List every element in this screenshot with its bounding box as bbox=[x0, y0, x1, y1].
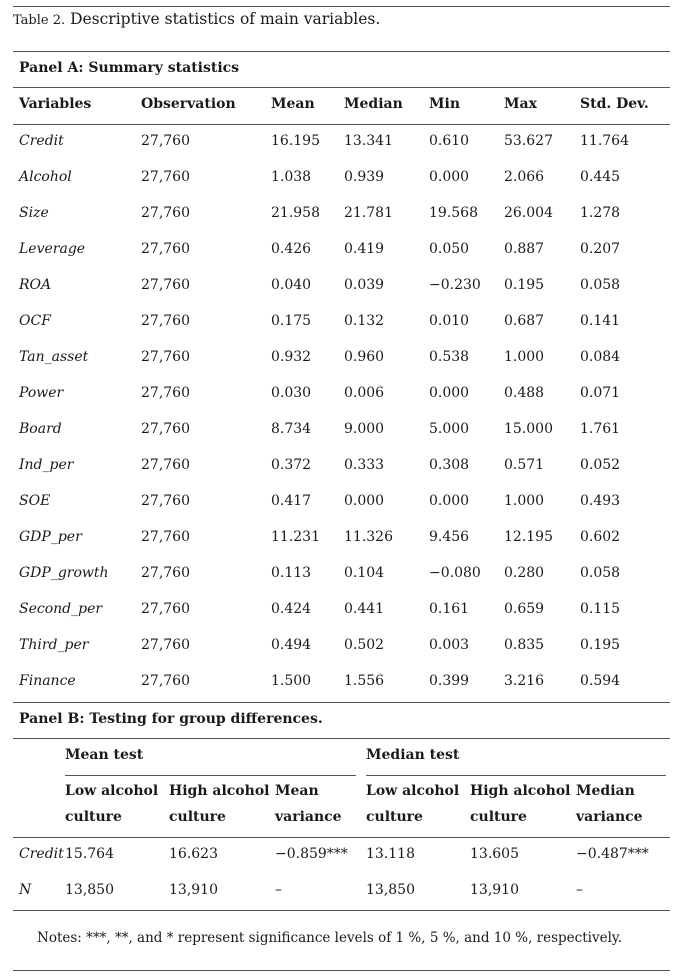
panel-b-subheader: variance bbox=[275, 809, 342, 825]
panel-a-col-header: Mean bbox=[271, 96, 315, 112]
table-cell: 1.038 bbox=[271, 169, 312, 185]
variable-name: Finance bbox=[19, 673, 76, 689]
table-cell: 0.050 bbox=[429, 241, 470, 257]
table-cell: 0.132 bbox=[344, 313, 385, 329]
panel-b-subheader: High alcohol bbox=[169, 783, 270, 799]
rule-end-panel-b bbox=[13, 910, 670, 911]
table-cell: 0.161 bbox=[429, 601, 470, 617]
table-cell: 27,760 bbox=[141, 277, 190, 293]
panel-a-title: Panel A: Summary statistics bbox=[19, 60, 240, 76]
table-cell: 0.000 bbox=[429, 385, 470, 401]
panel-b-title: Panel B: Testing for group differences. bbox=[19, 711, 323, 727]
table-cell: 0.594 bbox=[580, 673, 621, 689]
table-cell: 0.006 bbox=[344, 385, 385, 401]
table-title bbox=[13, 10, 380, 28]
variable-name: ROA bbox=[19, 277, 52, 293]
table-cell: 0.399 bbox=[429, 673, 470, 689]
panel-b-subheader: Low alcohol bbox=[366, 783, 460, 799]
table-cell: 1.000 bbox=[504, 493, 545, 509]
table-cell: 0.417 bbox=[271, 493, 312, 509]
table-cell: 16.623 bbox=[169, 846, 218, 862]
rule-below-header bbox=[13, 124, 670, 125]
variable-name: OCF bbox=[19, 313, 51, 329]
table-cell: 27,760 bbox=[141, 133, 190, 149]
table-cell: 0.488 bbox=[504, 385, 545, 401]
table-cell: 0.441 bbox=[344, 601, 385, 617]
table-cell: 0.835 bbox=[504, 637, 545, 653]
table-cell: 1.278 bbox=[580, 205, 621, 221]
row-label: N bbox=[19, 882, 32, 898]
panel-b-subheader: variance bbox=[576, 809, 643, 825]
table-cell: 0.113 bbox=[271, 565, 312, 581]
rule-median-test bbox=[366, 775, 666, 776]
table-cell: 0.571 bbox=[504, 457, 545, 473]
table-cell: 27,760 bbox=[141, 673, 190, 689]
table-cell: 27,760 bbox=[141, 349, 190, 365]
panel-a-col-header: Std. Dev. bbox=[580, 96, 649, 112]
table-cell: 27,760 bbox=[141, 313, 190, 329]
table-cell: – bbox=[576, 882, 583, 898]
table-cell: 1.500 bbox=[271, 673, 312, 689]
table-cell: 0.104 bbox=[344, 565, 385, 581]
table-cell: 0.040 bbox=[271, 277, 312, 293]
table-cell: 27,760 bbox=[141, 529, 190, 545]
rule-mean-test bbox=[65, 775, 356, 776]
variable-name: Alcohol bbox=[19, 169, 72, 185]
table-cell: 13,850 bbox=[65, 882, 114, 898]
table-cell: 2.066 bbox=[504, 169, 545, 185]
rule-below-title bbox=[13, 51, 670, 52]
table-cell: 0.280 bbox=[504, 565, 545, 581]
table-cell: 27,760 bbox=[141, 457, 190, 473]
table-cell: 0.424 bbox=[271, 601, 312, 617]
table-notes: Notes: ***, **, and * represent significance levels of 1 %, 5 %, and 10 %, respectively. bbox=[37, 930, 623, 946]
table-cell: 13,850 bbox=[366, 882, 415, 898]
table-cell: 27,760 bbox=[141, 241, 190, 257]
table-cell: 9.000 bbox=[344, 421, 385, 437]
panel-a-col-header: Max bbox=[504, 96, 537, 112]
table-cell: 0.207 bbox=[580, 241, 621, 257]
table-cell: 1.556 bbox=[344, 673, 385, 689]
variable-name: Power bbox=[19, 385, 64, 401]
table-cell: 13,910 bbox=[169, 882, 218, 898]
variable-name: Second_per bbox=[19, 601, 103, 617]
variable-name: Third_per bbox=[19, 637, 89, 653]
table-cell: 0.084 bbox=[580, 349, 621, 365]
table-cell: 0.000 bbox=[344, 493, 385, 509]
table-cell: 0.538 bbox=[429, 349, 470, 365]
rule-below-subheaders bbox=[13, 837, 670, 838]
table-cell: 0.030 bbox=[271, 385, 312, 401]
variable-name: Board bbox=[19, 421, 62, 437]
mean-test-header: Mean test bbox=[65, 747, 144, 763]
table-cell: 27,760 bbox=[141, 601, 190, 617]
table-cell: 13,910 bbox=[470, 882, 519, 898]
table-cell: 8.734 bbox=[271, 421, 312, 437]
table-cell: 5.000 bbox=[429, 421, 470, 437]
table-cell: 13.605 bbox=[470, 846, 519, 862]
panel-b-subheader: Mean bbox=[275, 783, 319, 799]
table-cell: 0.372 bbox=[271, 457, 312, 473]
table-cell: 0.003 bbox=[429, 637, 470, 653]
table-cell: 0.175 bbox=[271, 313, 312, 329]
panel-b-subheader: Low alcohol bbox=[65, 783, 159, 799]
table-cell: 27,760 bbox=[141, 637, 190, 653]
variable-name: Tan_asset bbox=[19, 349, 89, 365]
table-cell: 0.960 bbox=[344, 349, 385, 365]
table-cell: 13.118 bbox=[366, 846, 415, 862]
table-cell: 0.141 bbox=[580, 313, 621, 329]
table-cell: 13.341 bbox=[344, 133, 393, 149]
table-cell: 0.308 bbox=[429, 457, 470, 473]
table-cell: 3.216 bbox=[504, 673, 545, 689]
panel-b-subheader: culture bbox=[470, 809, 527, 825]
bottom-rule bbox=[13, 970, 670, 971]
table-cell: 12.195 bbox=[504, 529, 553, 545]
table-cell: 0.039 bbox=[344, 277, 385, 293]
table-cell: 0.887 bbox=[504, 241, 545, 257]
table-cell: 11.764 bbox=[580, 133, 629, 149]
table-cell: 11.231 bbox=[271, 529, 320, 545]
median-test-header: Median test bbox=[366, 747, 460, 763]
rule-panel-b bbox=[13, 738, 670, 739]
table-cell: – bbox=[275, 882, 282, 898]
table-cell: 0.419 bbox=[344, 241, 385, 257]
table-cell: 1.000 bbox=[504, 349, 545, 365]
table-cell: 0.000 bbox=[429, 493, 470, 509]
table-cell: −0.230 bbox=[429, 277, 481, 293]
table-cell: 0.010 bbox=[429, 313, 470, 329]
table-cell: 26.004 bbox=[504, 205, 553, 221]
variable-name: Credit bbox=[19, 133, 64, 149]
panel-b-subheader: Median bbox=[576, 783, 635, 799]
table-cell: 21.958 bbox=[271, 205, 320, 221]
table-cell: 0.932 bbox=[271, 349, 312, 365]
table-cell: 0.058 bbox=[580, 565, 621, 581]
table-cell: 0.058 bbox=[580, 277, 621, 293]
table-cell: 0.687 bbox=[504, 313, 545, 329]
table-cell: −0.487*** bbox=[576, 846, 649, 862]
top-rule bbox=[13, 6, 670, 7]
table-cell: 1.761 bbox=[580, 421, 621, 437]
table-cell: 0.333 bbox=[344, 457, 385, 473]
panel-a-col-header: Variables bbox=[19, 96, 92, 112]
variable-name: GDP_growth bbox=[19, 565, 109, 581]
variable-name: Size bbox=[19, 205, 49, 221]
table-cell: 27,760 bbox=[141, 421, 190, 437]
table-cell: 53.627 bbox=[504, 133, 553, 149]
rule-panel-a bbox=[13, 87, 670, 88]
table-caption: Descriptive statistics of main variables. bbox=[70, 10, 381, 28]
variable-name: SOE bbox=[19, 493, 51, 509]
table-cell: 0.445 bbox=[580, 169, 621, 185]
panel-b-subheader: culture bbox=[366, 809, 423, 825]
table-cell: 19.568 bbox=[429, 205, 478, 221]
table-cell: 0.493 bbox=[580, 493, 621, 509]
table-cell: 0.195 bbox=[580, 637, 621, 653]
table-cell: 0.602 bbox=[580, 529, 621, 545]
table-cell: 0.494 bbox=[271, 637, 312, 653]
table-cell: 9.456 bbox=[429, 529, 470, 545]
table-cell: 15.764 bbox=[65, 846, 114, 862]
table-cell: 0.000 bbox=[429, 169, 470, 185]
table-cell: −0.080 bbox=[429, 565, 481, 581]
table-cell: 21.781 bbox=[344, 205, 393, 221]
table-cell: 0.071 bbox=[580, 385, 621, 401]
rule-end-panel-a bbox=[13, 702, 670, 703]
table-cell: 11.326 bbox=[344, 529, 393, 545]
table-cell: 0.502 bbox=[344, 637, 385, 653]
table-cell: 0.426 bbox=[271, 241, 312, 257]
panel-b-subheader: culture bbox=[65, 809, 122, 825]
table-cell: 15.000 bbox=[504, 421, 553, 437]
table-cell: 27,760 bbox=[141, 169, 190, 185]
table-cell: 0.659 bbox=[504, 601, 545, 617]
table-number: Table 2. bbox=[13, 13, 66, 28]
table-cell: −0.859*** bbox=[275, 846, 348, 862]
row-label: Credit bbox=[19, 846, 64, 862]
table-cell: 0.939 bbox=[344, 169, 385, 185]
table-cell: 0.610 bbox=[429, 133, 470, 149]
table-cell: 0.052 bbox=[580, 457, 621, 473]
panel-a-col-header: Observation bbox=[141, 96, 236, 112]
table-cell: 0.195 bbox=[504, 277, 545, 293]
panel-a-col-header: Median bbox=[344, 96, 403, 112]
table-cell: 16.195 bbox=[271, 133, 320, 149]
table-cell: 27,760 bbox=[141, 565, 190, 581]
table-cell: 27,760 bbox=[141, 493, 190, 509]
panel-b-subheader: High alcohol bbox=[470, 783, 571, 799]
variable-name: Ind_per bbox=[19, 457, 74, 473]
table-cell: 27,760 bbox=[141, 385, 190, 401]
table-cell: 0.115 bbox=[580, 601, 621, 617]
variable-name: GDP_per bbox=[19, 529, 82, 545]
panel-a-col-header: Min bbox=[429, 96, 460, 112]
variable-name: Leverage bbox=[19, 241, 86, 257]
table-cell: 27,760 bbox=[141, 205, 190, 221]
panel-b-subheader: culture bbox=[169, 809, 226, 825]
